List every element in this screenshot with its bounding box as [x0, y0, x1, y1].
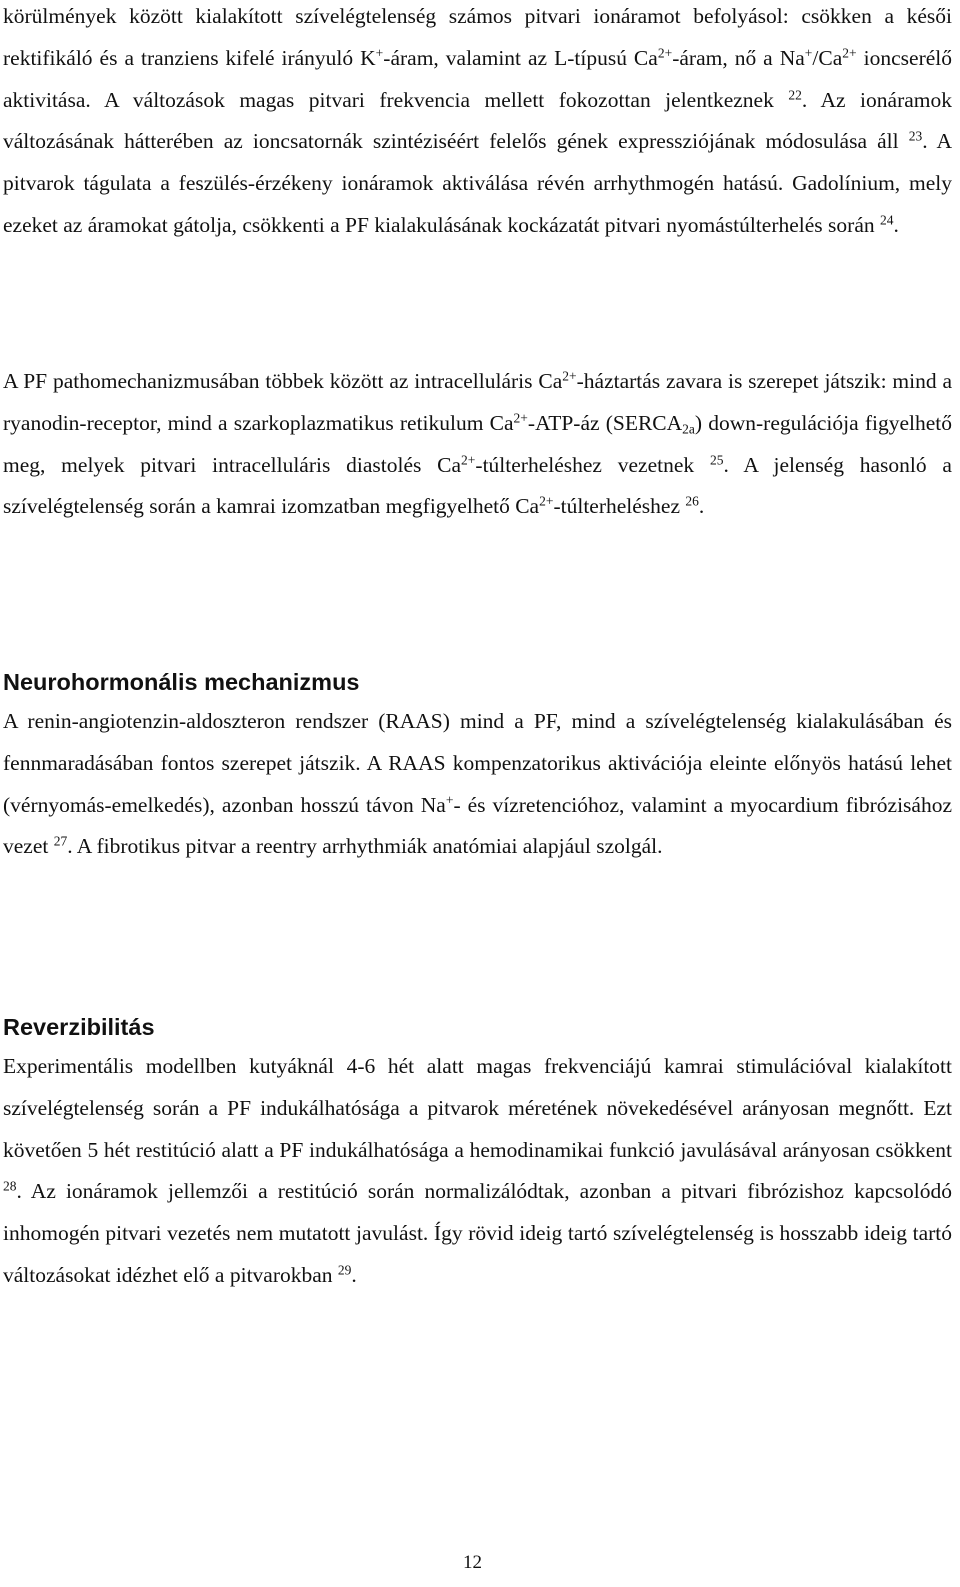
section-heading-reversibility: Reverzibilitás: [3, 1014, 155, 1040]
text-run: /Ca: [812, 45, 843, 70]
superscript: 23: [908, 128, 923, 144]
text-run: Experimentális modellben kutyáknál 4-6 hét alatt magas frekvenciájú kamrai stimulációval kialakított szívelégtelenség során a PF indukálhatósága a pitvarok méretének növekedésével arányosan megnőtt. Ezt követően 5 hét restitúció alatt a PF indukálhatósága a hemodinamikai funkció javulásával arányosan csökkent: [3, 1054, 952, 1162]
superscript: 24: [880, 212, 894, 228]
paragraph-raas: [3, 701, 952, 868]
paragraph-ion-currents: [3, 0, 952, 247]
subscript: 2a: [682, 421, 695, 437]
text-run: -ATP-áz (SERCA: [527, 410, 683, 435]
text-run: -áram, valamint az L-típusú Ca: [383, 45, 658, 70]
text-run: körülmények között kialakított szívelégtelenség számos pitvari ionáramot befolyásol: csökken a késői rektifikáló és a tranziens kifelé irányuló K: [3, 4, 952, 70]
superscript: +: [375, 45, 384, 61]
superscript: 29: [337, 1262, 352, 1278]
text-run: .: [351, 1262, 357, 1287]
text-run: -túlterheléshez vezetnek: [475, 452, 710, 477]
text-run: . A fibrotikus pitvar a reentry arrhythmiák anatómiai alapjául szolgál.: [67, 834, 663, 859]
superscript: 22: [788, 87, 802, 103]
text-run: .: [893, 212, 899, 237]
text-run: ) down-regulációja figyelhető meg, melyek pitvari intracelluláris diastolés Ca: [3, 410, 952, 477]
superscript: 2+: [513, 410, 528, 426]
superscript: 2+: [539, 493, 554, 509]
superscript: 2+: [562, 368, 577, 384]
superscript: 25: [709, 452, 724, 468]
superscript: 2+: [842, 45, 857, 61]
text-run: -túlterheléshez: [553, 494, 686, 519]
superscript: 2+: [461, 452, 476, 468]
text-run: -háztartás zavara is szerepet játszik: mind a ryanodin-receptor, mind a szarkoplazmatikus retikulum Ca: [3, 369, 952, 435]
superscript: +: [445, 792, 454, 808]
text-run: . A jelenség hasonló a szívelégtelenség során a kamrai izomzatban megfigyelhető Ca: [3, 452, 952, 519]
paragraph-reversibility: [3, 1046, 952, 1297]
text-run: A renin-angiotenzin-aldoszteron rendszer (RAAS) mind a PF, mind a szívelégtelenség kialakulásában és fennmaradásában fontos szerepet játszik. A RAAS kompenzatorikus aktivációja eleinte előnyös hatású lehet (vérnyomás-emelkedés), azonban hosszú távon Na: [3, 709, 952, 817]
text-run: ioncserélő aktivitása. A változások magas pitvari frekvencia mellett fokozottan jelentkeznek: [3, 45, 952, 112]
page-number: 12: [463, 1552, 482, 1573]
superscript: 27: [53, 833, 68, 849]
paragraph-calcium-handling: [3, 361, 952, 528]
superscript: 2+: [657, 45, 673, 61]
superscript: 28: [3, 1178, 17, 1194]
text-run: -áram, nő a Na: [672, 45, 805, 70]
text-run: - és vízretencióhoz, valamint a myocardium fibrózisához vezet: [3, 792, 952, 859]
text-run: .: [698, 494, 705, 519]
superscript: 26: [685, 493, 699, 509]
section-heading-neurohormonal: Neurohormonális mechanizmus: [3, 669, 360, 695]
text-run: A PF pathomechanizmusában többek között az intracelluláris Ca: [3, 369, 563, 393]
text-run: . Az ionáramok jellemzői a restitúció során normalizálódtak, azonban a pitvari fibrózishoz kapcsolódó inhomogén pitvari vezetés nem mutatott javulást. Így rövid ideig tartó szívelégtelenség is hosszabb ideig tartó változásokat idézhet elő a pitvarokban: [3, 1179, 952, 1287]
superscript: +: [804, 45, 813, 61]
text-run: . A pitvarok tágulata a feszülés-érzékeny ionáramok aktiválása révén arrhythmogén hatású. Gadolínium, mely ezeket az áramokat gátolja, csökkenti a PF kialakulásának kockázatát pitvari nyomástúlterhelés során: [3, 129, 953, 237]
text-run: . Az ionáramok változásának hátterében az ioncsatornák szintéziséért felelős gének expressziójának módosulása áll: [3, 87, 952, 154]
